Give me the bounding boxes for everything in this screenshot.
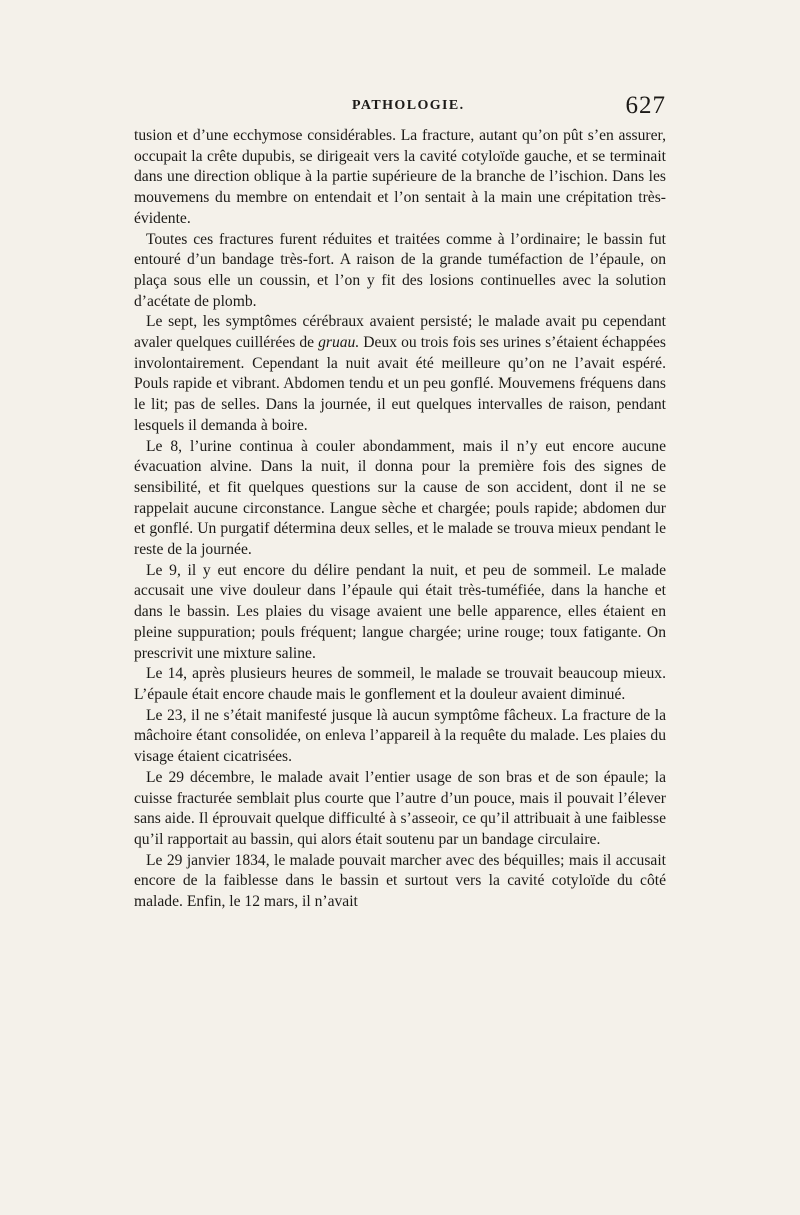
text-run: Toutes ces fractures furent réduites et traitées comme à l’ordinaire; le bassin fut entouré d’un bandage très-fort. A raison de la grande tuméfaction de l’épaule, on plaça sous elle un coussin, et l’on y fit des losions continuelles avec la solution d’acétate de plomb.	[134, 230, 666, 310]
page-number: 627	[625, 92, 666, 119]
paragraph	[134, 312, 666, 436]
paragraph	[134, 851, 666, 913]
paragraph	[134, 561, 666, 665]
text-run: tusion et d’une ecchymose considérables. La fracture, autant qu’on pût s’en assurer, occupait la crête dupubis, se dirigeait vers la cavité cotyloïde gauche, et se terminait dans une direction oblique à la partie supérieure de la branche de l’ischion. Dans les mouvemens du membre on entendait et l’on sentait à la main une crépitation très-évidente.	[134, 127, 666, 227]
text-run: Le 23, il ne s’était manifesté jusque là aucun symptôme fâcheux. La fracture de la mâchoire étant consolidée, on enleva l’appareil à la requête du malade. Les plaies du visage étaient cicatrisées.	[134, 706, 666, 766]
running-title: PATHOLOGIE.	[352, 98, 465, 113]
text-run: Le 29 janvier 1834, le malade pouvait marcher avec des béquilles; mais il accusait encore de la faiblesse dans le bassin et surtout vers la cavité cotyloïde du côté malade. Enfin, le 12 mars, il n’avait	[134, 851, 666, 911]
text-run: Le 9, il y eut encore du délire pendant la nuit, et peu de sommeil. Le malade accusait une vive douleur dans l’épaule qui était très-tuméfiée, dans la hanche et dans le bassin. Les plaies du visage avaient une belle apparence, elles étaient en pleine suppuration; pouls fréquent; langue chargée; urine rouge; toux fatigante. On prescrivit une mixture saline.	[134, 561, 666, 662]
text-run: Le 8, l’urine continua à couler abondamment, mais il n’y eut encore aucune évacuation alvine. Dans la nuit, il donna pour la première fois des signes de sensibilité, et fit quelques questions sur la cause de son accident, dont il ne se rappelait aucune circonstance. Langue sèche et chargée; pouls rapide; abdomen dur et gonflé. Un purgatif détermina deux selles, et le malade se trouva mieux pendant le reste de la journée.	[134, 437, 666, 559]
paragraph	[134, 126, 666, 230]
paragraph	[134, 706, 666, 768]
paragraph	[134, 437, 666, 561]
text-run: Le sept, les symptômes cérébraux avaient persisté; le malade avait pu cependant avaler quelques cuillérées de	[134, 313, 666, 352]
body-text	[134, 126, 666, 913]
text-run: Le 29 décembre, le malade avait l’entier usage de son bras et de son épaule; la cuisse fracturée semblait plus courte que l’autre d’un pouce, mais il pouvait l’élever sans aide. Il éprouvait quelque difficulté à s’asseoir, ce qu’il attribuait à une faiblesse qu’il rapportait au bassin, qui alors était soutenu par un bandage circulaire.	[134, 768, 666, 848]
italic-term: gruau.	[318, 334, 360, 352]
running-head	[134, 92, 666, 122]
paragraph	[134, 230, 666, 313]
paragraph	[134, 664, 666, 705]
paragraph	[134, 768, 666, 851]
text-run: Le 14, après plusieurs heures de sommeil, le malade se trouvait beaucoup mieux. L’épaule était encore chaude mais le gonflement et la douleur avaient diminué.	[134, 665, 666, 703]
text-run: Deux ou trois fois ses urines s’étaient échappées involontairement. Cependant la nuit avait été meilleure qu’on ne l’avait espéré. Pouls rapide et vibrant. Abdomen tendu et un peu gonflé. Mouvemens fréquens dans le lit; pas de selles. Dans la journée, il eut quelques intervalles de raison, pendant lesquels il demanda à boire.	[134, 334, 666, 434]
